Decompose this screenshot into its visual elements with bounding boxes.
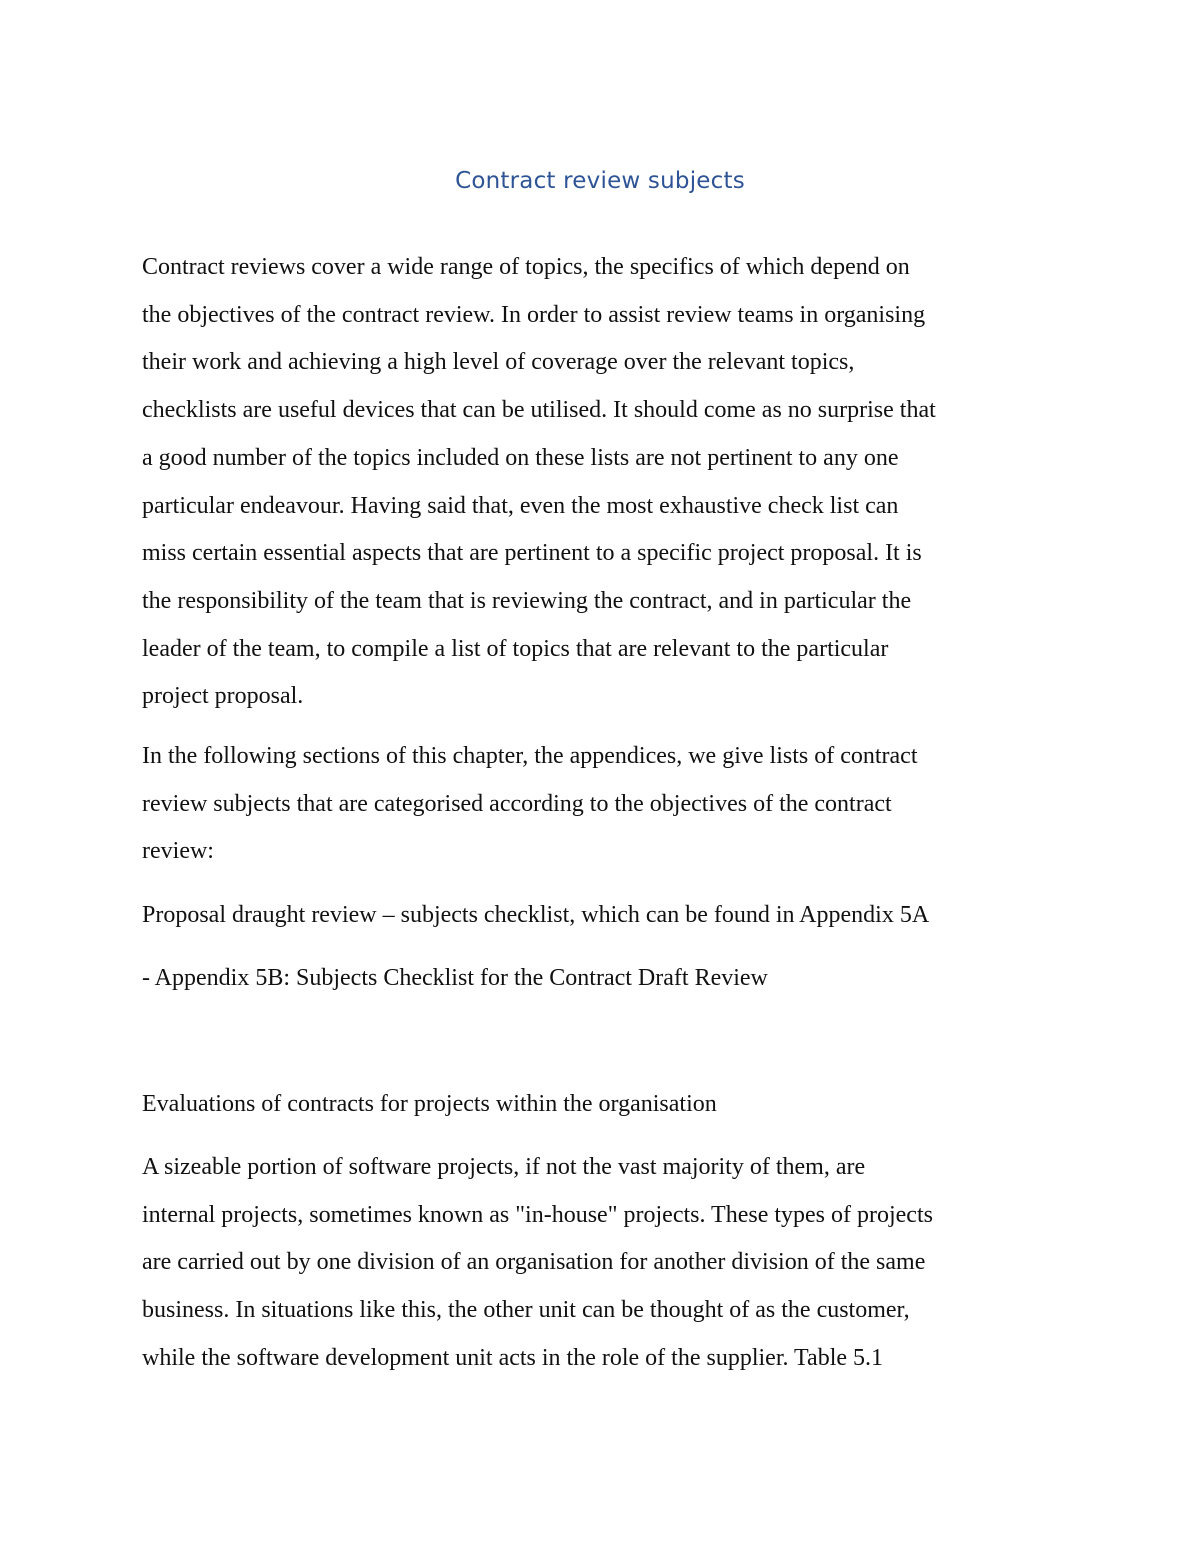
paragraph-line: In the following sections of this chapter, the appendices, we give lists of contract bbox=[142, 743, 918, 769]
paragraph-contract-reviews bbox=[142, 244, 1062, 721]
paragraph-line: while the software development unit acts in the role of the supplier. Table 5.1 bbox=[142, 1344, 884, 1371]
list-item-appendix-5a bbox=[142, 892, 1062, 940]
paragraph-line: the objectives of the contract review. In order to assist review teams in organising bbox=[142, 301, 926, 328]
paragraph-line: a good number of the topics included on these lists are not pertinent to any one bbox=[142, 444, 899, 471]
paragraph-line: particular endeavour. Having said that, even the most exhaustive check list can bbox=[142, 492, 899, 519]
document-title: Contract review subjects bbox=[455, 168, 745, 194]
paragraph-line: leader of the team, to compile a list of topics that are relevant to the particular bbox=[142, 635, 889, 662]
list-item-appendix-5b bbox=[142, 955, 1062, 1003]
paragraph-following-sections bbox=[142, 733, 1062, 876]
paragraph-line: internal projects, sometimes known as "in-house" projects. These types of projects bbox=[142, 1201, 933, 1228]
list-item-text: Proposal draught review – subjects checklist, which can be found in Appendix 5A bbox=[142, 902, 930, 928]
section-heading-text: Evaluations of contracts for projects within the organisation bbox=[142, 1091, 717, 1117]
paragraph-line: project proposal. bbox=[142, 683, 304, 710]
paragraph-line: miss certain essential aspects that are pertinent to a specific project proposal. It is bbox=[142, 540, 922, 567]
section-heading bbox=[142, 1081, 1062, 1129]
paragraph-line: review subjects that are categorised according to the objectives of the contract bbox=[142, 790, 892, 817]
paragraph-line: review: bbox=[142, 838, 214, 865]
paragraph-internal-projects bbox=[142, 1144, 1062, 1383]
paragraph-line: their work and achieving a high level of coverage over the relevant topics, bbox=[142, 349, 855, 376]
paragraph-line: are carried out by one division of an organisation for another division of the same bbox=[142, 1249, 926, 1276]
paragraph-line: the responsibility of the team that is reviewing the contract, and in particular the bbox=[142, 587, 912, 614]
paragraph-line: Contract reviews cover a wide range of topics, the specifics of which depend on bbox=[142, 254, 910, 280]
paragraph-line: A sizeable portion of software projects, if not the vast majority of them, are bbox=[142, 1154, 866, 1180]
paragraph-line: business. In situations like this, the other unit can be thought of as the customer, bbox=[142, 1297, 910, 1324]
paragraph-line: checklists are useful devices that can be utilised. It should come as no surprise that bbox=[142, 397, 936, 424]
list-item-text: - Appendix 5B: Subjects Checklist for the Contract Draft Review bbox=[142, 965, 768, 991]
